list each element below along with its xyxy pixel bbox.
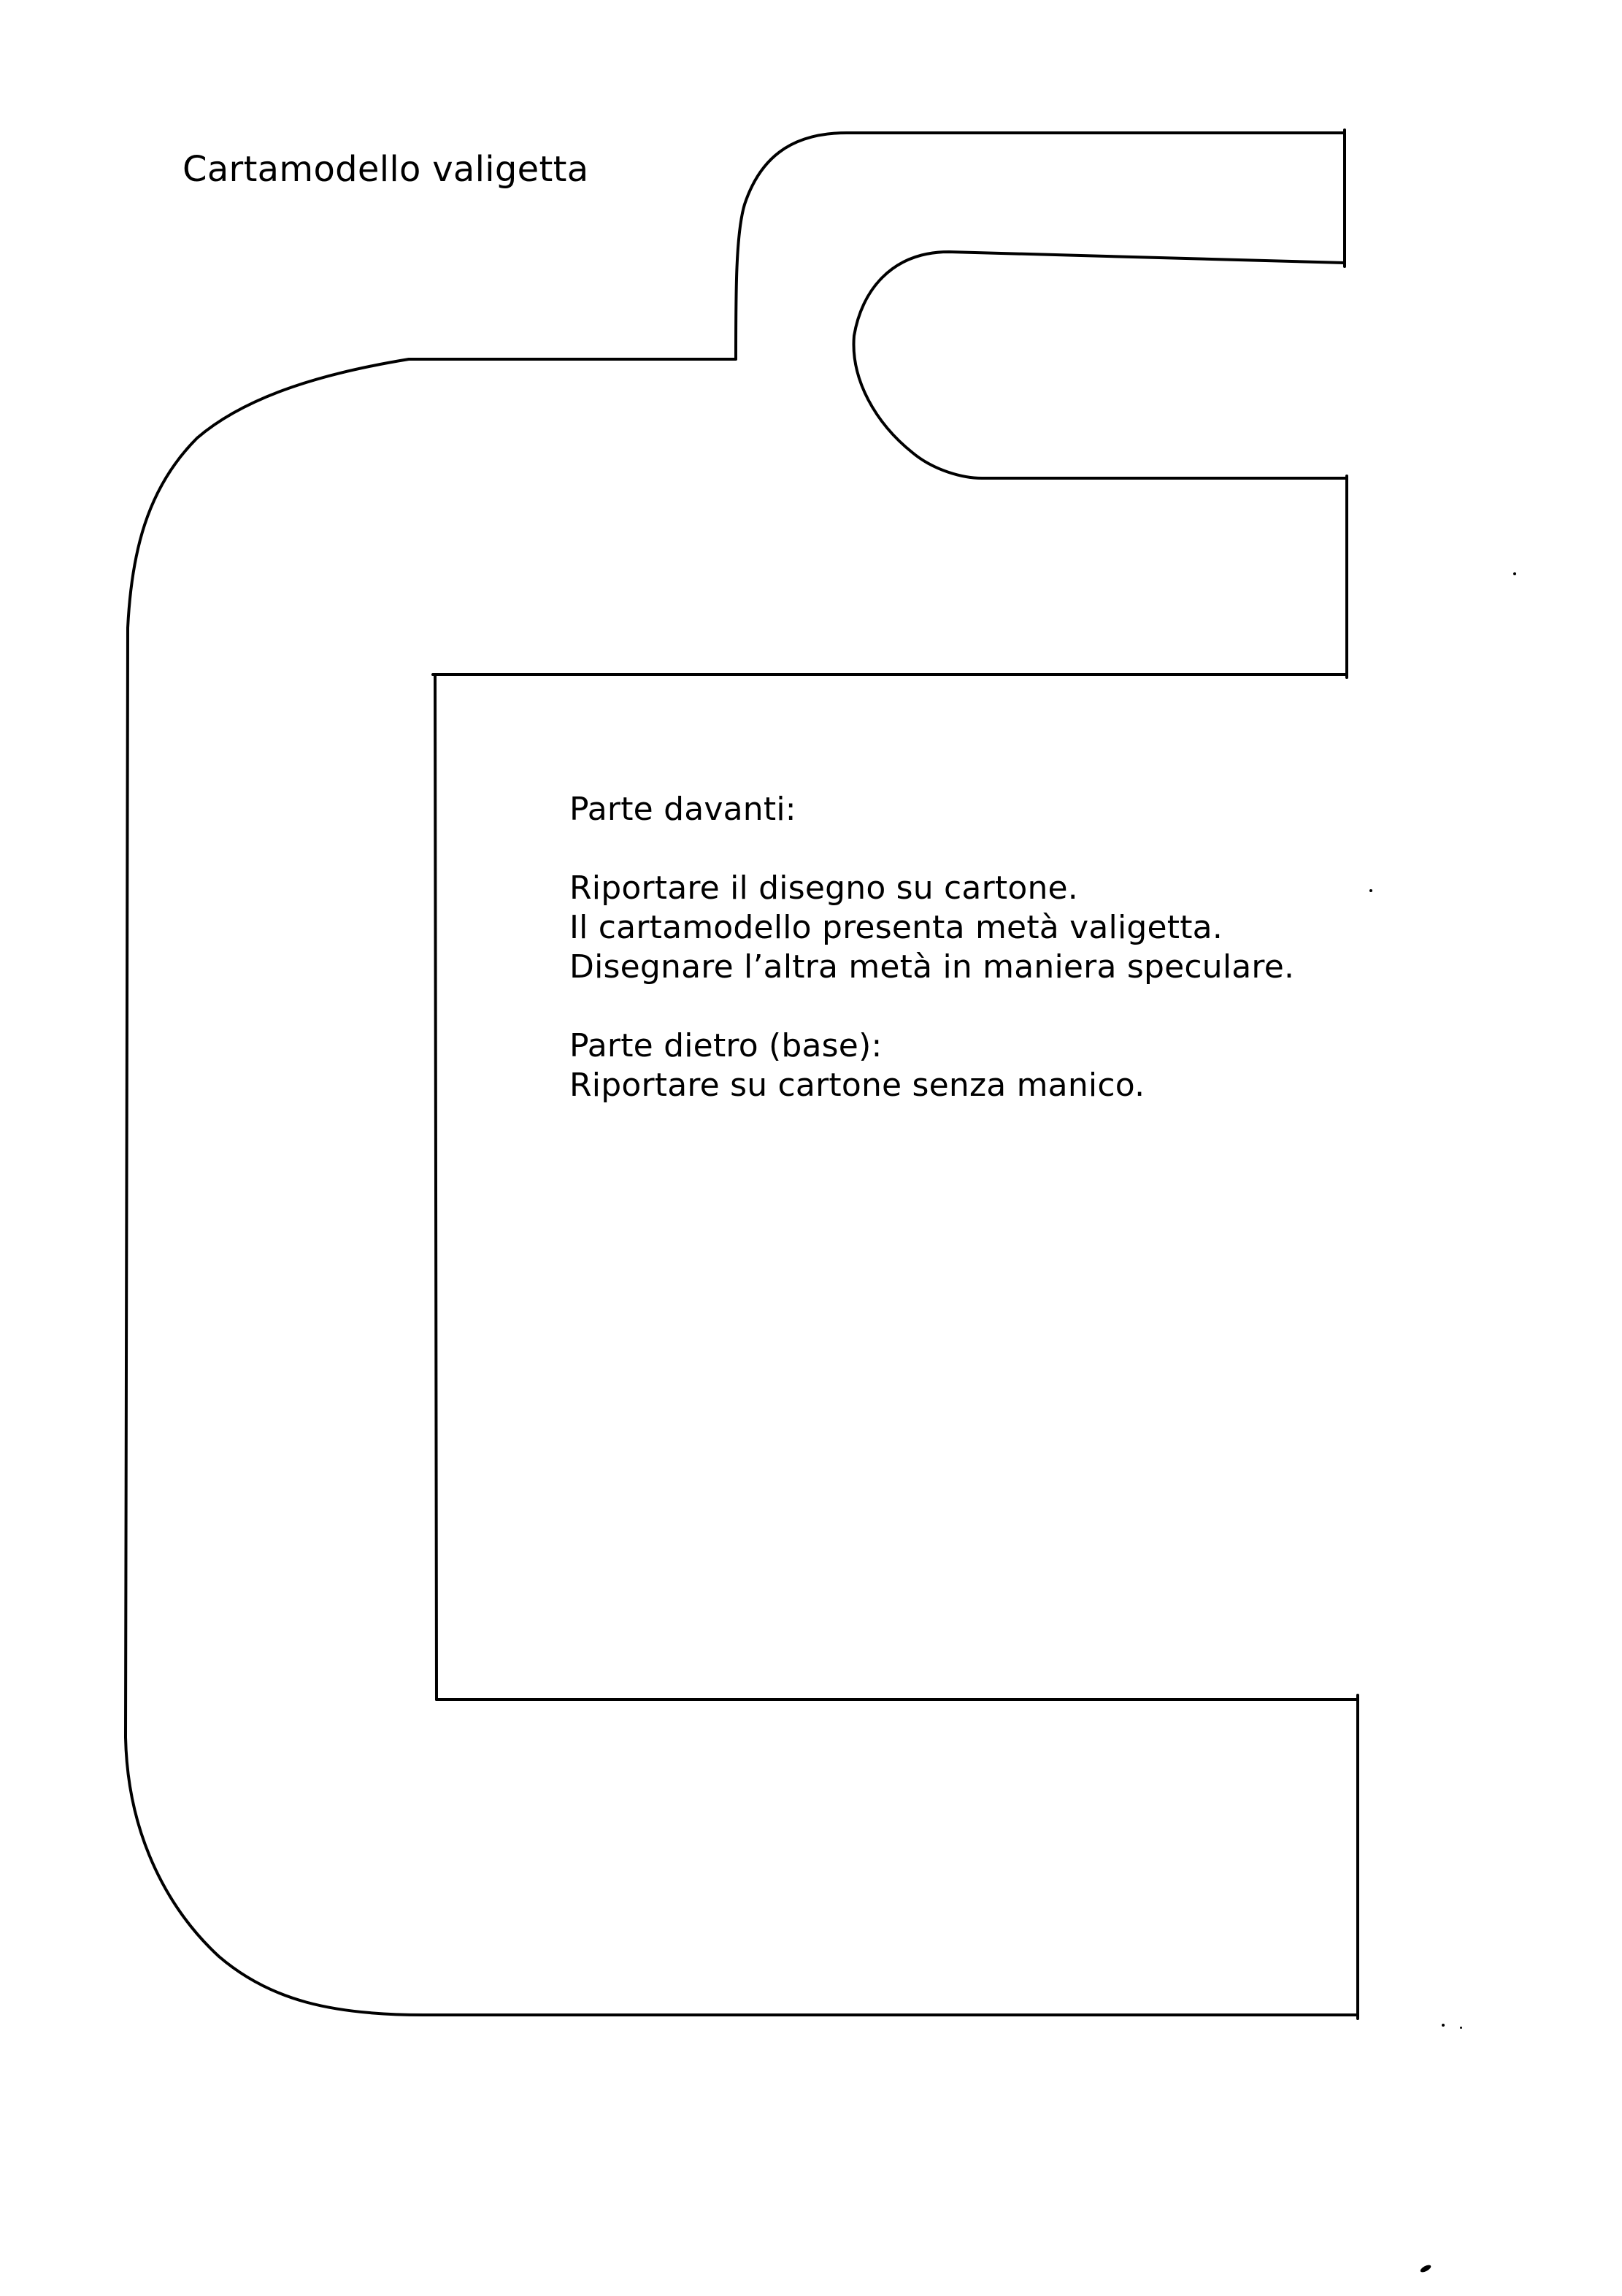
scan-speck [1513,572,1516,575]
instructions-block [569,790,1329,1105]
front-part-line: Riportare il disegno su cartone. [569,869,1078,907]
spacer [569,987,1329,1026]
front-part-line: Il cartamodello presenta metà valigetta. [569,909,1223,946]
front-part-line: Disegnare l’altra metà in maniera speculare. [569,948,1295,986]
back-part-heading: Parte dietro (base): [569,1027,883,1064]
handle-inner-contour [854,252,1347,478]
front-part-heading: Parte davanti: [569,791,796,828]
scan-speck [1369,889,1372,892]
inner-left-edge [435,675,437,1700]
spacer [569,829,1329,869]
back-part-line: Riportare su cartone senza manico. [569,1067,1145,1104]
document-title: Cartamodello valigetta [182,149,589,190]
scan-speck [1442,2024,1445,2027]
scan-speck [1460,2027,1462,2029]
